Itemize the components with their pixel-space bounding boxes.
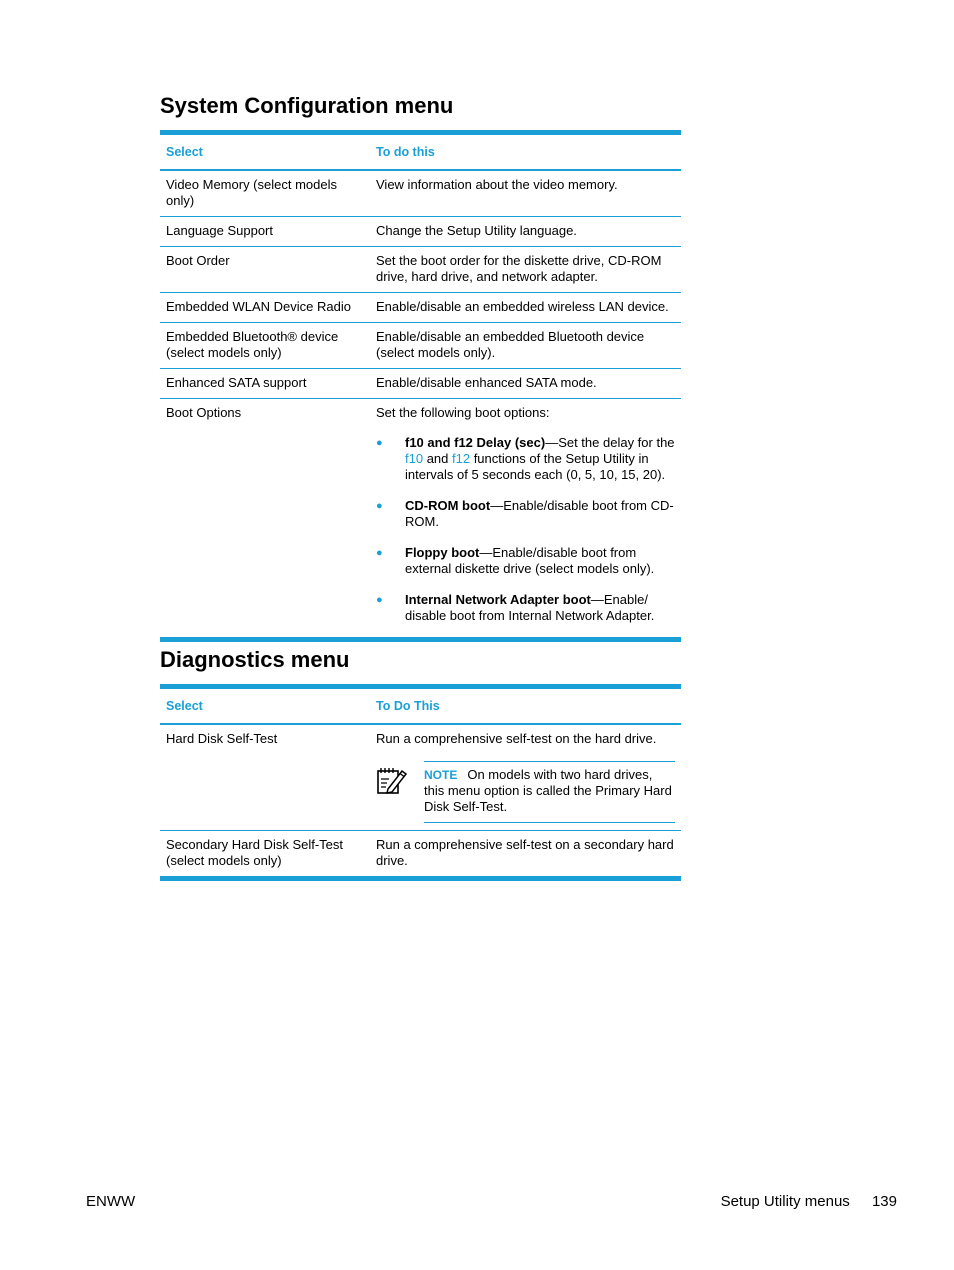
table-row [160, 247, 681, 293]
note-box [424, 761, 675, 823]
footer-left: ENWW [86, 1193, 136, 1210]
item-text: —Enable/ disable boot from Internal Network Adapter. [405, 592, 655, 623]
item-bold: Floppy boot [405, 545, 480, 560]
row-select: Secondary Hard Disk Self-Test (select models only) [160, 831, 370, 879]
item-text: —Set the delay for the [545, 435, 675, 450]
diagnostics-title: Diagnostics menu [160, 647, 350, 672]
item-text: and [423, 451, 452, 466]
item-text: functions of the Setup Utility in intervals of 5 seconds each (0, 5, 10, 15, 20). [405, 451, 666, 482]
header-action: To do this [370, 133, 681, 171]
row-action: Run a comprehensive self-test on a secondary hard drive. [370, 831, 681, 879]
table-row [160, 170, 681, 217]
item-bold: Internal Network Adapter boot [405, 592, 591, 607]
table-header-row [160, 687, 681, 725]
note-text: On models with two hard drives, this menu option is called the Primary Hard Disk Self-Test. [424, 767, 672, 814]
boot-options-list [376, 435, 675, 624]
footer-section-label: Setup Utility menus [720, 1193, 850, 1210]
row-action [370, 724, 681, 831]
bullet-dot-icon: ● [376, 547, 383, 559]
header-select: Select [160, 133, 370, 171]
table-row-boot-options [160, 399, 681, 640]
item-bold: CD-ROM boot [405, 498, 491, 513]
row-select: Hard Disk Self-Test [160, 724, 370, 831]
footer-right [721, 1193, 897, 1210]
header-action: To Do This [370, 687, 681, 725]
table-row [160, 831, 681, 879]
boot-options-intro: Set the following boot options: [376, 405, 550, 420]
list-item [376, 435, 675, 483]
table-row [160, 293, 681, 323]
row-select: Video Memory (select models only) [160, 170, 370, 217]
note-pad-pencil-icon [376, 765, 408, 797]
list-item [376, 592, 675, 624]
row-select: Boot Order [160, 247, 370, 293]
key-f12: f12 [452, 451, 471, 466]
row-select: Enhanced SATA support [160, 369, 370, 399]
system-config-title: System Configuration menu [160, 93, 454, 118]
note-content [424, 767, 675, 815]
system-config-table [160, 130, 681, 642]
row-action: Enable/disable enhanced SATA mode. [370, 369, 681, 399]
item-bold: f10 and f12 Delay (sec) [405, 435, 546, 450]
bullet-dot-icon: ● [376, 500, 383, 512]
row-action: View information about the video memory. [370, 170, 681, 217]
bullet-dot-icon: ● [376, 594, 383, 606]
key-f10: f10 [405, 451, 424, 466]
row-select: Embedded WLAN Device Radio [160, 293, 370, 323]
header-select: Select [160, 687, 370, 725]
page-number: 139 [871, 1193, 897, 1210]
table-header-row [160, 133, 681, 171]
row-action: Set the boot order for the diskette drive, CD-ROM drive, hard drive, and network adapter. [370, 247, 681, 293]
row-action [370, 399, 681, 640]
note-label: NOTE [424, 768, 458, 782]
table-row [160, 724, 681, 831]
row-select: Embedded Bluetooth® device (select models only) [160, 323, 370, 369]
table-row [160, 217, 681, 247]
row-action: Enable/disable an embedded wireless LAN device. [370, 293, 681, 323]
row-action: Enable/disable an embedded Bluetooth device (select models only). [370, 323, 681, 369]
item-text: —Enable/disable boot from external diskette drive (select models only). [405, 545, 655, 576]
item-text: —Enable/disable boot from CD-ROM. [405, 498, 674, 529]
row-action: Change the Setup Utility language. [370, 217, 681, 247]
table-row [160, 323, 681, 369]
row-action-text: Run a comprehensive self-test on the hard drive. [376, 731, 657, 746]
diagnostics-table [160, 684, 681, 881]
list-item [376, 498, 675, 530]
table-row [160, 369, 681, 399]
row-select: Boot Options [160, 399, 370, 640]
bullet-dot-icon: ● [376, 437, 383, 449]
row-select: Language Support [160, 217, 370, 247]
list-item [376, 545, 675, 577]
